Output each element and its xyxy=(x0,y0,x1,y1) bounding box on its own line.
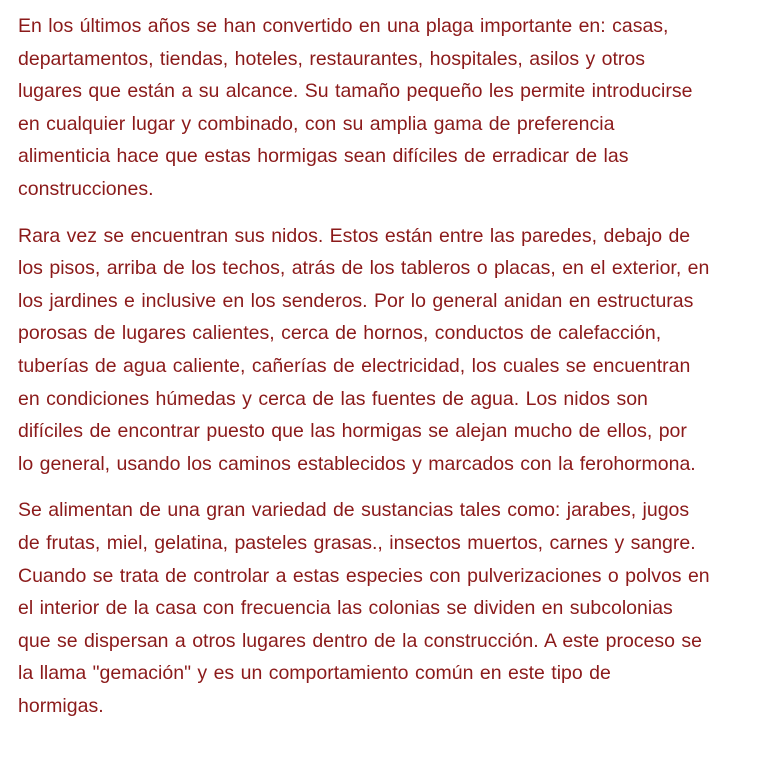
paragraph-line: en cualquier lugar y combinado, con su amplia gama de preferencia xyxy=(18,112,615,135)
paragraph-line: departamentos, tiendas, hoteles, restaurantes, hospitales, asilos y otros xyxy=(18,47,646,70)
paragraph-line: la llama "gemación" y es un comportamiento común en este tipo de xyxy=(18,662,611,685)
paragraph-line: difíciles de encontrar puesto que las hormigas se alejan mucho de ellos, por xyxy=(18,420,687,443)
paragraph-3 xyxy=(18,494,766,722)
paragraph-line: hormigas. xyxy=(18,694,104,717)
paragraph-line: lugares que están a su alcance. Su tamaño pequeño les permite introducirse xyxy=(18,80,693,103)
paragraph-line: porosas de lugares calientes, cerca de hornos, conductos de calefacción, xyxy=(18,322,662,345)
paragraph-line: construcciones. xyxy=(18,177,154,200)
paragraph-line: tuberías de agua caliente, cañerías de electricidad, los cuales se encuentran xyxy=(18,354,691,377)
paragraph-line: Cuando se trata de controlar a estas especies con pulverizaciones o polvos en xyxy=(18,564,710,587)
paragraph-line: lo general, usando los caminos establecidos y marcados con la ferohormona. xyxy=(18,452,696,475)
paragraph-line: de frutas, miel, gelatina, pasteles grasas., insectos muertos, carnes y sangre. xyxy=(18,531,696,554)
paragraph-line: alimenticia hace que estas hormigas sean difíciles de erradicar de las xyxy=(18,145,629,168)
paragraph-line: los jardines e inclusive en los senderos. Por lo general anidan en estructuras xyxy=(18,289,694,312)
paragraph-line: los pisos, arriba de los techos, atrás de los tableros o placas, en el exterior, en xyxy=(18,257,710,280)
paragraph-line: que se dispersan a otros lugares dentro de la construcción. A este proceso se xyxy=(18,629,702,652)
paragraph-line: En los últimos años se han convertido en una plaga importante en: casas, xyxy=(18,15,669,37)
paragraph-1 xyxy=(18,10,766,206)
paragraph-line: en condiciones húmedas y cerca de las fuentes de agua. Los nidos son xyxy=(18,387,648,410)
paragraph-line: Se alimentan de una gran variedad de sustancias tales como: jarabes, jugos xyxy=(18,499,690,522)
paragraph-2 xyxy=(18,220,766,481)
paragraph-line: Rara vez se encuentran sus nidos. Estos están entre las paredes, debajo de xyxy=(18,224,691,247)
paragraph-line: el interior de la casa con frecuencia las colonias se dividen en subcolonias xyxy=(18,597,673,620)
